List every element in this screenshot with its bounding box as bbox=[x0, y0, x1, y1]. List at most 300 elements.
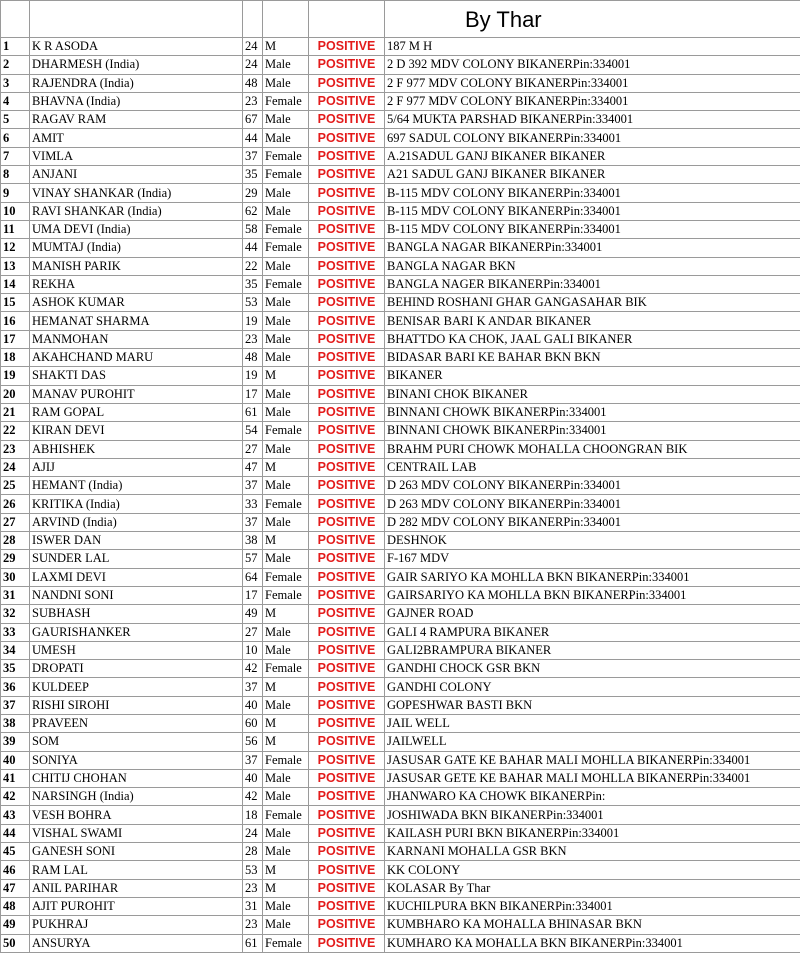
name-cell[interactable]: NANDNI SONI bbox=[30, 586, 243, 604]
result-cell[interactable]: POSITIVE bbox=[309, 275, 385, 293]
result-cell[interactable]: POSITIVE bbox=[309, 751, 385, 769]
name-cell[interactable]: CHITIJ CHOHAN bbox=[30, 769, 243, 787]
age-cell[interactable]: 58 bbox=[243, 220, 263, 238]
age-cell[interactable]: 35 bbox=[243, 275, 263, 293]
row-number-cell[interactable]: 28 bbox=[1, 532, 30, 550]
name-cell[interactable]: SUNDER LAL bbox=[30, 550, 243, 568]
result-cell[interactable]: POSITIVE bbox=[309, 861, 385, 879]
result-cell[interactable]: POSITIVE bbox=[309, 678, 385, 696]
result-cell[interactable]: POSITIVE bbox=[309, 532, 385, 550]
age-cell[interactable]: 48 bbox=[243, 349, 263, 367]
row-number-cell[interactable]: 2 bbox=[1, 56, 30, 74]
sex-cell[interactable]: M bbox=[263, 38, 309, 56]
name-cell[interactable]: SHAKTI DAS bbox=[30, 367, 243, 385]
sex-cell[interactable]: Male bbox=[263, 349, 309, 367]
row-number-cell[interactable]: 22 bbox=[1, 422, 30, 440]
name-cell[interactable]: MANISH PARIK bbox=[30, 257, 243, 275]
sex-cell[interactable]: Female bbox=[263, 422, 309, 440]
age-cell[interactable]: 23 bbox=[243, 330, 263, 348]
sex-cell[interactable]: Male bbox=[263, 330, 309, 348]
sex-cell[interactable]: Female bbox=[263, 166, 309, 184]
name-cell[interactable]: GANESH SONI bbox=[30, 843, 243, 861]
age-cell[interactable]: 27 bbox=[243, 440, 263, 458]
row-number-cell[interactable]: 38 bbox=[1, 714, 30, 732]
name-cell[interactable]: PUKHRAJ bbox=[30, 916, 243, 934]
name-cell[interactable]: NARSINGH (India) bbox=[30, 788, 243, 806]
address-cell[interactable]: BANGLA NAGAR BIKANERPin:334001 bbox=[385, 239, 800, 257]
result-cell[interactable]: POSITIVE bbox=[309, 568, 385, 586]
result-cell[interactable]: POSITIVE bbox=[309, 367, 385, 385]
age-cell[interactable]: 23 bbox=[243, 92, 263, 110]
sex-cell[interactable]: Male bbox=[263, 769, 309, 787]
address-cell[interactable]: BENISAR BARI K ANDAR BIKANER bbox=[385, 312, 800, 330]
age-cell[interactable]: 60 bbox=[243, 714, 263, 732]
sex-cell[interactable]: Male bbox=[263, 477, 309, 495]
name-cell[interactable]: HEMANAT SHARMA bbox=[30, 312, 243, 330]
row-number-cell[interactable]: 35 bbox=[1, 660, 30, 678]
address-cell[interactable]: BRAHM PURI CHOWK MOHALLA CHOONGRAN BIK bbox=[385, 440, 800, 458]
result-cell[interactable]: POSITIVE bbox=[309, 294, 385, 312]
age-cell[interactable]: 10 bbox=[243, 641, 263, 659]
address-cell[interactable]: 697 SADUL COLONY BIKANERPin:334001 bbox=[385, 129, 800, 147]
address-cell[interactable]: KARNANI MOHALLA GSR BKN bbox=[385, 843, 800, 861]
name-cell[interactable]: KIRAN DEVI bbox=[30, 422, 243, 440]
name-cell[interactable]: VISHAL SWAMI bbox=[30, 824, 243, 842]
age-cell[interactable]: 37 bbox=[243, 678, 263, 696]
address-cell[interactable]: GALI 4 RAMPURA BIKANER bbox=[385, 623, 800, 641]
result-cell[interactable]: POSITIVE bbox=[309, 550, 385, 568]
age-cell[interactable]: 23 bbox=[243, 879, 263, 897]
row-number-cell[interactable]: 46 bbox=[1, 861, 30, 879]
row-number-cell[interactable]: 34 bbox=[1, 641, 30, 659]
age-cell[interactable]: 37 bbox=[243, 147, 263, 165]
row-number-cell[interactable]: 40 bbox=[1, 751, 30, 769]
result-cell[interactable]: POSITIVE bbox=[309, 56, 385, 74]
row-number-cell[interactable]: 5 bbox=[1, 111, 30, 129]
address-cell[interactable]: CENTRAIL LAB bbox=[385, 458, 800, 476]
result-cell[interactable]: POSITIVE bbox=[309, 202, 385, 220]
row-number-cell[interactable]: 26 bbox=[1, 495, 30, 513]
address-cell[interactable]: A21 SADUL GANJ BIKANER BIKANER bbox=[385, 166, 800, 184]
sex-cell[interactable]: Female bbox=[263, 275, 309, 293]
age-cell[interactable]: 17 bbox=[243, 385, 263, 403]
sex-cell[interactable]: M bbox=[263, 367, 309, 385]
address-cell[interactable]: DESHNOK bbox=[385, 532, 800, 550]
name-cell[interactable]: RAJENDRA (India) bbox=[30, 74, 243, 92]
age-cell[interactable]: 37 bbox=[243, 513, 263, 531]
age-cell[interactable]: 27 bbox=[243, 623, 263, 641]
address-cell[interactable]: 2 F 977 MDV COLONY BIKANERPin:334001 bbox=[385, 74, 800, 92]
result-cell[interactable]: POSITIVE bbox=[309, 111, 385, 129]
row-number-cell[interactable]: 12 bbox=[1, 239, 30, 257]
sex-cell[interactable]: Male bbox=[263, 74, 309, 92]
address-cell[interactable]: D 263 MDV COLONY BIKANERPin:334001 bbox=[385, 477, 800, 495]
row-number-cell[interactable]: 49 bbox=[1, 916, 30, 934]
age-cell[interactable]: 24 bbox=[243, 56, 263, 74]
age-cell[interactable]: 35 bbox=[243, 166, 263, 184]
address-cell[interactable]: BEHIND ROSHANI GHAR GANGASAHAR BIK bbox=[385, 294, 800, 312]
header-cell-empty[interactable] bbox=[1, 1, 30, 38]
age-cell[interactable]: 37 bbox=[243, 751, 263, 769]
sex-cell[interactable]: M bbox=[263, 678, 309, 696]
sex-cell[interactable]: Female bbox=[263, 92, 309, 110]
name-cell[interactable]: KRITIKA (India) bbox=[30, 495, 243, 513]
row-number-cell[interactable]: 42 bbox=[1, 788, 30, 806]
result-cell[interactable]: POSITIVE bbox=[309, 897, 385, 915]
row-number-cell[interactable]: 36 bbox=[1, 678, 30, 696]
result-cell[interactable]: POSITIVE bbox=[309, 403, 385, 421]
row-number-cell[interactable]: 24 bbox=[1, 458, 30, 476]
sex-cell[interactable]: Male bbox=[263, 184, 309, 202]
result-cell[interactable]: POSITIVE bbox=[309, 38, 385, 56]
header-cell-empty[interactable] bbox=[243, 1, 263, 38]
address-cell[interactable]: B-115 MDV COLONY BIKANERPin:334001 bbox=[385, 184, 800, 202]
age-cell[interactable]: 67 bbox=[243, 111, 263, 129]
name-cell[interactable]: MUMTAJ (India) bbox=[30, 239, 243, 257]
row-number-cell[interactable]: 37 bbox=[1, 696, 30, 714]
address-cell[interactable]: 2 D 392 MDV COLONY BIKANERPin:334001 bbox=[385, 56, 800, 74]
row-number-cell[interactable]: 4 bbox=[1, 92, 30, 110]
row-number-cell[interactable]: 23 bbox=[1, 440, 30, 458]
sex-cell[interactable]: Male bbox=[263, 623, 309, 641]
result-cell[interactable]: POSITIVE bbox=[309, 312, 385, 330]
row-number-cell[interactable]: 50 bbox=[1, 934, 30, 952]
name-cell[interactable]: AMIT bbox=[30, 129, 243, 147]
address-cell[interactable]: BINANI CHOK BIKANER bbox=[385, 385, 800, 403]
name-cell[interactable]: GAURISHANKER bbox=[30, 623, 243, 641]
row-number-cell[interactable]: 32 bbox=[1, 605, 30, 623]
address-cell[interactable]: GANDHI CHOCK GSR BKN bbox=[385, 660, 800, 678]
address-cell[interactable]: GAIRSARIYO KA MOHLLA BKN BIKANERPin:334001 bbox=[385, 586, 800, 604]
name-cell[interactable]: RAVI SHANKAR (India) bbox=[30, 202, 243, 220]
address-cell[interactable]: BANGLA NAGAR BKN bbox=[385, 257, 800, 275]
name-cell[interactable]: REKHA bbox=[30, 275, 243, 293]
sex-cell[interactable]: Female bbox=[263, 660, 309, 678]
name-cell[interactable]: SUBHASH bbox=[30, 605, 243, 623]
age-cell[interactable]: 62 bbox=[243, 202, 263, 220]
address-cell[interactable]: JASUSAR GATE KE BAHAR MALI MOHLLA BIKANERPin:334001 bbox=[385, 751, 800, 769]
sex-cell[interactable]: M bbox=[263, 458, 309, 476]
age-cell[interactable]: 23 bbox=[243, 916, 263, 934]
result-cell[interactable]: POSITIVE bbox=[309, 696, 385, 714]
age-cell[interactable]: 37 bbox=[243, 477, 263, 495]
sex-cell[interactable]: Male bbox=[263, 788, 309, 806]
row-number-cell[interactable]: 20 bbox=[1, 385, 30, 403]
name-cell[interactable]: ABHISHEK bbox=[30, 440, 243, 458]
age-cell[interactable]: 19 bbox=[243, 367, 263, 385]
sex-cell[interactable]: Male bbox=[263, 513, 309, 531]
age-cell[interactable]: 38 bbox=[243, 532, 263, 550]
age-cell[interactable]: 40 bbox=[243, 769, 263, 787]
result-cell[interactable]: POSITIVE bbox=[309, 477, 385, 495]
row-number-cell[interactable]: 44 bbox=[1, 824, 30, 842]
result-cell[interactable]: POSITIVE bbox=[309, 257, 385, 275]
row-number-cell[interactable]: 39 bbox=[1, 733, 30, 751]
name-cell[interactable]: BHAVNA (India) bbox=[30, 92, 243, 110]
sex-cell[interactable]: Female bbox=[263, 806, 309, 824]
age-cell[interactable]: 19 bbox=[243, 312, 263, 330]
result-cell[interactable]: POSITIVE bbox=[309, 385, 385, 403]
sex-cell[interactable]: Male bbox=[263, 550, 309, 568]
result-cell[interactable]: POSITIVE bbox=[309, 806, 385, 824]
result-cell[interactable]: POSITIVE bbox=[309, 788, 385, 806]
result-cell[interactable]: POSITIVE bbox=[309, 733, 385, 751]
sex-cell[interactable]: Female bbox=[263, 147, 309, 165]
address-cell[interactable]: BIKANER bbox=[385, 367, 800, 385]
age-cell[interactable]: 28 bbox=[243, 843, 263, 861]
address-cell[interactable]: KAILASH PURI BKN BIKANERPin:334001 bbox=[385, 824, 800, 842]
result-cell[interactable]: POSITIVE bbox=[309, 458, 385, 476]
sex-cell[interactable]: Male bbox=[263, 824, 309, 842]
row-number-cell[interactable]: 10 bbox=[1, 202, 30, 220]
address-cell[interactable]: GAIR SARIYO KA MOHLLA BKN BIKANERPin:334001 bbox=[385, 568, 800, 586]
address-cell[interactable]: GANDHI COLONY bbox=[385, 678, 800, 696]
age-cell[interactable]: 61 bbox=[243, 403, 263, 421]
name-cell[interactable]: HEMANT (India) bbox=[30, 477, 243, 495]
age-cell[interactable]: 33 bbox=[243, 495, 263, 513]
sex-cell[interactable]: M bbox=[263, 714, 309, 732]
sex-cell[interactable]: Male bbox=[263, 56, 309, 74]
name-cell[interactable]: LAXMI DEVI bbox=[30, 568, 243, 586]
row-number-cell[interactable]: 29 bbox=[1, 550, 30, 568]
address-cell[interactable]: KUMBHARO KA MOHALLA BHINASAR BKN bbox=[385, 916, 800, 934]
result-cell[interactable]: POSITIVE bbox=[309, 879, 385, 897]
header-cell-empty[interactable] bbox=[30, 1, 243, 38]
result-cell[interactable]: POSITIVE bbox=[309, 934, 385, 952]
result-cell[interactable]: POSITIVE bbox=[309, 660, 385, 678]
address-cell[interactable]: 2 F 977 MDV COLONY BIKANERPin:334001 bbox=[385, 92, 800, 110]
result-cell[interactable]: POSITIVE bbox=[309, 513, 385, 531]
age-cell[interactable]: 18 bbox=[243, 806, 263, 824]
row-number-cell[interactable]: 48 bbox=[1, 897, 30, 915]
row-number-cell[interactable]: 21 bbox=[1, 403, 30, 421]
age-cell[interactable]: 17 bbox=[243, 586, 263, 604]
age-cell[interactable]: 24 bbox=[243, 38, 263, 56]
sex-cell[interactable]: Male bbox=[263, 696, 309, 714]
row-number-cell[interactable]: 8 bbox=[1, 166, 30, 184]
name-cell[interactable]: PRAVEEN bbox=[30, 714, 243, 732]
age-cell[interactable]: 42 bbox=[243, 660, 263, 678]
name-cell[interactable]: VIMLA bbox=[30, 147, 243, 165]
result-cell[interactable]: POSITIVE bbox=[309, 74, 385, 92]
age-cell[interactable]: 48 bbox=[243, 74, 263, 92]
name-cell[interactable]: UMESH bbox=[30, 641, 243, 659]
row-number-cell[interactable]: 3 bbox=[1, 74, 30, 92]
address-cell[interactable]: JOSHIWADA BKN BIKANERPin:334001 bbox=[385, 806, 800, 824]
age-cell[interactable]: 54 bbox=[243, 422, 263, 440]
age-cell[interactable]: 22 bbox=[243, 257, 263, 275]
sex-cell[interactable]: Male bbox=[263, 257, 309, 275]
name-cell[interactable]: ASHOK KUMAR bbox=[30, 294, 243, 312]
row-number-cell[interactable]: 45 bbox=[1, 843, 30, 861]
address-cell[interactable]: F-167 MDV bbox=[385, 550, 800, 568]
name-cell[interactable]: ANSURYA bbox=[30, 934, 243, 952]
sex-cell[interactable]: M bbox=[263, 861, 309, 879]
row-number-cell[interactable]: 33 bbox=[1, 623, 30, 641]
sex-cell[interactable]: Male bbox=[263, 440, 309, 458]
header-cell-empty[interactable] bbox=[309, 1, 385, 38]
sex-cell[interactable]: Male bbox=[263, 129, 309, 147]
header-cell-empty[interactable] bbox=[263, 1, 309, 38]
row-number-cell[interactable]: 6 bbox=[1, 129, 30, 147]
age-cell[interactable]: 64 bbox=[243, 568, 263, 586]
age-cell[interactable]: 53 bbox=[243, 294, 263, 312]
sex-cell[interactable]: Male bbox=[263, 312, 309, 330]
sex-cell[interactable]: Female bbox=[263, 934, 309, 952]
sex-cell[interactable]: M bbox=[263, 532, 309, 550]
row-number-cell[interactable]: 19 bbox=[1, 367, 30, 385]
name-cell[interactable]: ANIL PARIHAR bbox=[30, 879, 243, 897]
name-cell[interactable]: MANAV PUROHIT bbox=[30, 385, 243, 403]
row-number-cell[interactable]: 16 bbox=[1, 312, 30, 330]
result-cell[interactable]: POSITIVE bbox=[309, 916, 385, 934]
row-number-cell[interactable]: 15 bbox=[1, 294, 30, 312]
name-cell[interactable]: RAM LAL bbox=[30, 861, 243, 879]
result-cell[interactable]: POSITIVE bbox=[309, 422, 385, 440]
address-cell[interactable]: JAILWELL bbox=[385, 733, 800, 751]
address-cell[interactable]: JAIL WELL bbox=[385, 714, 800, 732]
age-cell[interactable]: 44 bbox=[243, 239, 263, 257]
age-cell[interactable]: 42 bbox=[243, 788, 263, 806]
age-cell[interactable]: 40 bbox=[243, 696, 263, 714]
address-cell[interactable]: KOLASAR By Thar bbox=[385, 879, 800, 897]
name-cell[interactable]: RAM GOPAL bbox=[30, 403, 243, 421]
name-cell[interactable]: SONIYA bbox=[30, 751, 243, 769]
name-cell[interactable]: KULDEEP bbox=[30, 678, 243, 696]
name-cell[interactable]: ANJANI bbox=[30, 166, 243, 184]
age-cell[interactable]: 29 bbox=[243, 184, 263, 202]
address-cell[interactable]: GOPESHWAR BASTI BKN bbox=[385, 696, 800, 714]
sex-cell[interactable]: M bbox=[263, 879, 309, 897]
row-number-cell[interactable]: 30 bbox=[1, 568, 30, 586]
sex-cell[interactable]: Female bbox=[263, 220, 309, 238]
age-cell[interactable]: 57 bbox=[243, 550, 263, 568]
address-cell[interactable]: BIDASAR BARI KE BAHAR BKN BKN bbox=[385, 349, 800, 367]
result-cell[interactable]: POSITIVE bbox=[309, 166, 385, 184]
address-cell[interactable]: 187 M H bbox=[385, 38, 800, 56]
result-cell[interactable]: POSITIVE bbox=[309, 641, 385, 659]
sex-cell[interactable]: Male bbox=[263, 916, 309, 934]
address-cell[interactable]: BANGLA NAGER BIKANERPin:334001 bbox=[385, 275, 800, 293]
address-cell[interactable]: JHANWARO KA CHOWK BIKANERPin: bbox=[385, 788, 800, 806]
result-cell[interactable]: POSITIVE bbox=[309, 92, 385, 110]
result-cell[interactable]: POSITIVE bbox=[309, 605, 385, 623]
name-cell[interactable]: AJIJ bbox=[30, 458, 243, 476]
address-cell[interactable]: BINNANI CHOWK BIKANERPin:334001 bbox=[385, 403, 800, 421]
name-cell[interactable]: DROPATI bbox=[30, 660, 243, 678]
sex-cell[interactable]: Male bbox=[263, 385, 309, 403]
result-cell[interactable]: POSITIVE bbox=[309, 714, 385, 732]
row-number-cell[interactable]: 13 bbox=[1, 257, 30, 275]
sex-cell[interactable]: Female bbox=[263, 568, 309, 586]
age-cell[interactable]: 24 bbox=[243, 824, 263, 842]
sex-cell[interactable]: Female bbox=[263, 586, 309, 604]
row-number-cell[interactable]: 27 bbox=[1, 513, 30, 531]
row-number-cell[interactable]: 14 bbox=[1, 275, 30, 293]
result-cell[interactable]: POSITIVE bbox=[309, 184, 385, 202]
row-number-cell[interactable]: 31 bbox=[1, 586, 30, 604]
age-cell[interactable]: 61 bbox=[243, 934, 263, 952]
row-number-cell[interactable]: 25 bbox=[1, 477, 30, 495]
row-number-cell[interactable]: 1 bbox=[1, 38, 30, 56]
result-cell[interactable]: POSITIVE bbox=[309, 147, 385, 165]
name-cell[interactable]: VINAY SHANKAR (India) bbox=[30, 184, 243, 202]
sex-cell[interactable]: Male bbox=[263, 294, 309, 312]
sex-cell[interactable]: Male bbox=[263, 843, 309, 861]
sex-cell[interactable]: Male bbox=[263, 202, 309, 220]
sex-cell[interactable]: Female bbox=[263, 239, 309, 257]
address-cell[interactable]: 5/64 MUKTA PARSHAD BIKANERPin:334001 bbox=[385, 111, 800, 129]
name-cell[interactable]: AKAHCHAND MARU bbox=[30, 349, 243, 367]
address-cell[interactable]: D 282 MDV COLONY BIKANERPin:334001 bbox=[385, 513, 800, 531]
age-cell[interactable]: 49 bbox=[243, 605, 263, 623]
sex-cell[interactable]: Female bbox=[263, 495, 309, 513]
row-number-cell[interactable]: 18 bbox=[1, 349, 30, 367]
name-cell[interactable]: UMA DEVI (India) bbox=[30, 220, 243, 238]
result-cell[interactable]: POSITIVE bbox=[309, 349, 385, 367]
sex-cell[interactable]: Male bbox=[263, 403, 309, 421]
result-cell[interactable]: POSITIVE bbox=[309, 586, 385, 604]
name-cell[interactable]: RAGAV RAM bbox=[30, 111, 243, 129]
address-cell[interactable]: JASUSAR GETE KE BAHAR MALI MOHLLA BIKANERPin:334001 bbox=[385, 769, 800, 787]
address-cell[interactable]: A.21SADUL GANJ BIKANER BIKANER bbox=[385, 147, 800, 165]
result-cell[interactable]: POSITIVE bbox=[309, 824, 385, 842]
age-cell[interactable]: 31 bbox=[243, 897, 263, 915]
address-cell[interactable]: KK COLONY bbox=[385, 861, 800, 879]
address-cell[interactable]: GAJNER ROAD bbox=[385, 605, 800, 623]
age-cell[interactable]: 53 bbox=[243, 861, 263, 879]
name-cell[interactable]: SOM bbox=[30, 733, 243, 751]
name-cell[interactable]: RISHI SIROHI bbox=[30, 696, 243, 714]
name-cell[interactable]: AJIT PUROHIT bbox=[30, 897, 243, 915]
age-cell[interactable]: 47 bbox=[243, 458, 263, 476]
row-number-cell[interactable]: 11 bbox=[1, 220, 30, 238]
address-cell[interactable]: KUMHARO KA MOHALLA BKN BIKANERPin:334001 bbox=[385, 934, 800, 952]
result-cell[interactable]: POSITIVE bbox=[309, 129, 385, 147]
result-cell[interactable]: POSITIVE bbox=[309, 495, 385, 513]
age-cell[interactable]: 56 bbox=[243, 733, 263, 751]
row-number-cell[interactable]: 47 bbox=[1, 879, 30, 897]
age-cell[interactable]: 44 bbox=[243, 129, 263, 147]
row-number-cell[interactable]: 43 bbox=[1, 806, 30, 824]
result-cell[interactable]: POSITIVE bbox=[309, 330, 385, 348]
sex-cell[interactable]: Male bbox=[263, 641, 309, 659]
result-cell[interactable]: POSITIVE bbox=[309, 769, 385, 787]
row-number-cell[interactable]: 9 bbox=[1, 184, 30, 202]
address-cell[interactable]: GALI2BRAMPURA BIKANER bbox=[385, 641, 800, 659]
result-cell[interactable]: POSITIVE bbox=[309, 239, 385, 257]
address-cell[interactable]: KUCHILPURA BKN BIKANERPin:334001 bbox=[385, 897, 800, 915]
result-cell[interactable]: POSITIVE bbox=[309, 623, 385, 641]
row-number-cell[interactable]: 17 bbox=[1, 330, 30, 348]
sex-cell[interactable]: Male bbox=[263, 111, 309, 129]
name-cell[interactable]: MANMOHAN bbox=[30, 330, 243, 348]
sex-cell[interactable]: M bbox=[263, 605, 309, 623]
row-number-cell[interactable]: 7 bbox=[1, 147, 30, 165]
address-cell[interactable]: D 263 MDV COLONY BIKANERPin:334001 bbox=[385, 495, 800, 513]
address-cell[interactable]: B-115 MDV COLONY BIKANERPin:334001 bbox=[385, 220, 800, 238]
address-cell[interactable]: BINNANI CHOWK BIKANERPin:334001 bbox=[385, 422, 800, 440]
name-cell[interactable]: VESH BOHRA bbox=[30, 806, 243, 824]
sex-cell[interactable]: M bbox=[263, 733, 309, 751]
row-number-cell[interactable]: 41 bbox=[1, 769, 30, 787]
address-cell[interactable]: BHATTDO KA CHOK, JAAL GALI BIKANER bbox=[385, 330, 800, 348]
name-cell[interactable]: DHARMESH (India) bbox=[30, 56, 243, 74]
address-cell[interactable]: B-115 MDV COLONY BIKANERPin:334001 bbox=[385, 202, 800, 220]
result-cell[interactable]: POSITIVE bbox=[309, 440, 385, 458]
name-cell[interactable]: ARVIND (India) bbox=[30, 513, 243, 531]
name-cell[interactable]: ISWER DAN bbox=[30, 532, 243, 550]
